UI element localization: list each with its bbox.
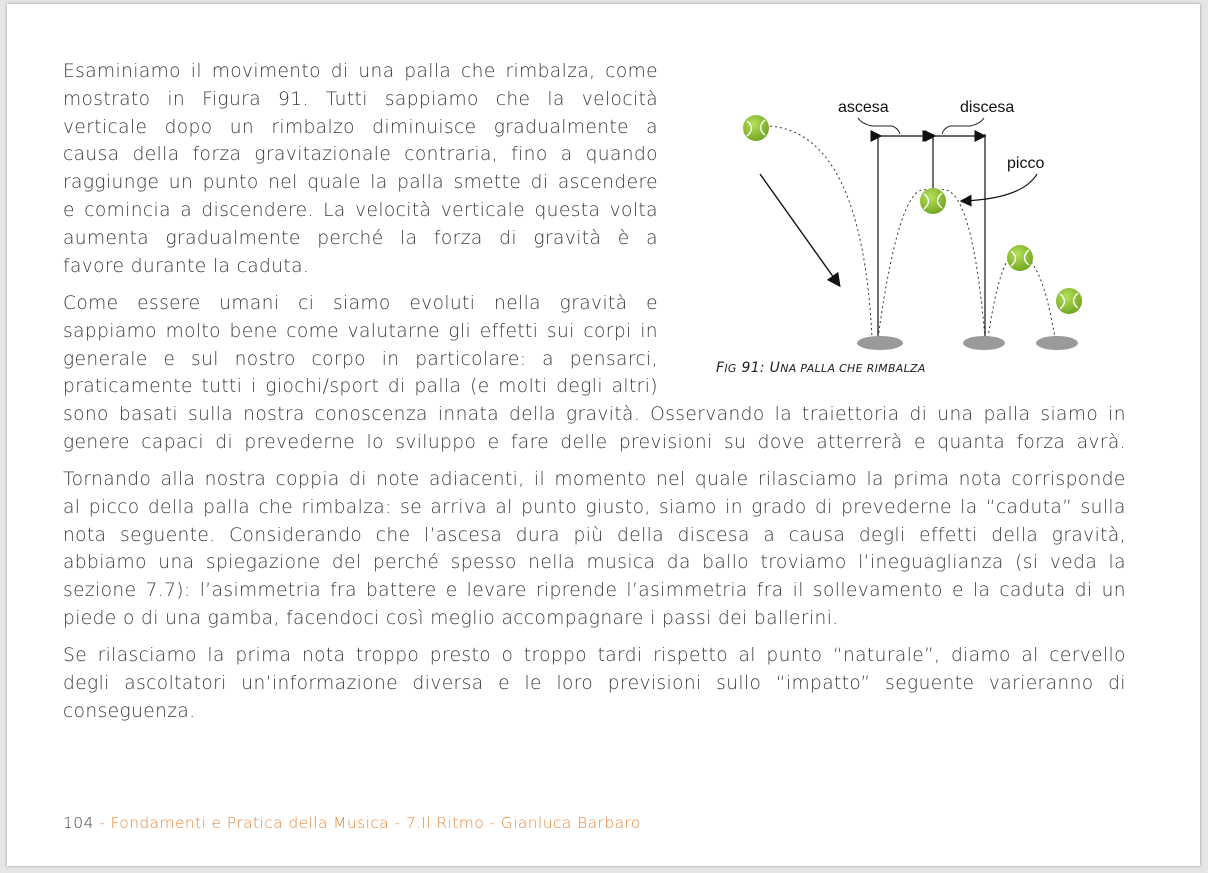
shadow-3 xyxy=(1036,336,1078,350)
word: diversa xyxy=(412,672,484,694)
word: nel xyxy=(655,469,686,490)
word: quando xyxy=(585,144,658,166)
word: “impatto” xyxy=(775,672,871,694)
word: e xyxy=(63,199,75,221)
word: da xyxy=(666,552,691,574)
word: perché xyxy=(372,552,440,574)
shadow-1 xyxy=(857,336,903,350)
word: in xyxy=(167,88,186,110)
word: i xyxy=(251,376,257,398)
word: prevederne xyxy=(841,496,952,518)
word: causa xyxy=(788,524,846,546)
word: di xyxy=(499,227,517,249)
word: più xyxy=(573,524,604,546)
picco-pointer xyxy=(962,174,1037,201)
word: corpi xyxy=(583,320,632,342)
text-line xyxy=(63,642,1126,670)
word: 91. xyxy=(277,88,309,110)
word: pensarci, xyxy=(569,348,658,370)
word: palla xyxy=(397,172,445,194)
word: gravità xyxy=(559,293,628,314)
paragraph-4 xyxy=(63,642,1126,725)
word: la xyxy=(400,227,418,249)
word: capaci xyxy=(141,431,204,453)
word: fra xyxy=(330,580,357,602)
word: adiacenti, xyxy=(428,469,525,490)
label-discesa: discesa xyxy=(960,99,1015,116)
text-line xyxy=(63,290,658,318)
trajectory-1 xyxy=(770,126,872,338)
word: Figura xyxy=(202,88,261,110)
word: siamo xyxy=(1040,404,1099,425)
word: al xyxy=(1021,645,1039,666)
word: al xyxy=(495,496,513,518)
direction-arrow xyxy=(760,174,839,285)
word: la xyxy=(866,469,884,490)
page-footer xyxy=(63,814,641,832)
word: fino xyxy=(511,144,548,166)
word: nostro xyxy=(234,348,296,370)
word: come xyxy=(286,320,339,342)
word: sulla xyxy=(1080,496,1126,518)
word: di xyxy=(814,496,833,518)
word: a xyxy=(560,144,573,166)
caption-number: 91: xyxy=(736,360,770,376)
word: l’ascesa xyxy=(424,524,503,546)
word: un xyxy=(168,172,194,194)
caption-initial: U xyxy=(769,360,781,376)
word: corrisponde xyxy=(1011,469,1126,490)
word: a xyxy=(180,199,193,221)
bouncing-ball-figure xyxy=(712,84,1132,384)
word: “caduta” xyxy=(985,496,1073,518)
word: gravitazionale xyxy=(254,144,392,166)
word: e xyxy=(163,348,176,370)
label-picco: picco xyxy=(1007,155,1045,172)
word: degli xyxy=(556,376,603,398)
word: a xyxy=(542,348,554,370)
word: picco xyxy=(88,496,140,518)
text-line xyxy=(63,401,1126,429)
page-number: 104 xyxy=(63,814,94,832)
word: caduta xyxy=(999,580,1066,602)
word: verticale xyxy=(63,116,148,138)
text-line: favore durante la caduta. xyxy=(63,255,310,277)
word: sappiamo xyxy=(63,320,157,342)
word: genere xyxy=(63,431,130,453)
word: l’asimmetria xyxy=(199,580,321,602)
word: prima xyxy=(893,469,950,490)
word: cervello xyxy=(1049,645,1126,666)
word: la xyxy=(960,496,978,518)
word: come xyxy=(605,61,658,82)
word: ascendere xyxy=(557,172,658,194)
word: del xyxy=(331,552,362,574)
word: rimbalza: xyxy=(301,496,392,518)
word: questa xyxy=(534,199,601,221)
word: movimento xyxy=(211,61,321,82)
text-line xyxy=(63,318,658,346)
page xyxy=(7,4,1200,866)
word: sullo xyxy=(716,672,762,694)
word: della xyxy=(147,496,195,518)
word: e xyxy=(445,580,458,602)
word: Tutti xyxy=(325,88,368,110)
text-line xyxy=(63,522,1126,550)
word: o xyxy=(501,645,514,666)
word: e xyxy=(498,672,510,694)
word: nostra xyxy=(204,469,267,490)
word: tardi xyxy=(597,645,643,666)
ball-4 xyxy=(1056,288,1082,314)
word: della xyxy=(132,144,180,166)
word: la xyxy=(547,88,565,110)
word: atterrerà xyxy=(816,431,903,453)
word: varieranno xyxy=(988,672,1094,694)
ball-3 xyxy=(1007,245,1033,271)
word: delle xyxy=(560,431,608,453)
word: in xyxy=(725,496,743,518)
word: gravità. xyxy=(566,404,641,425)
word: traiettoria xyxy=(802,404,900,425)
word: verticale xyxy=(440,199,526,221)
word: in xyxy=(640,320,658,342)
word: prima xyxy=(235,645,292,666)
word: evoluti xyxy=(409,293,476,314)
word: rimbalza, xyxy=(505,61,596,82)
word: fare xyxy=(510,431,550,453)
word: effetti xyxy=(919,524,978,546)
text-line xyxy=(63,670,1126,698)
word: comincia xyxy=(84,199,171,221)
word: un’informazione xyxy=(241,672,398,694)
word: giusto, xyxy=(585,496,651,518)
word: nella xyxy=(494,293,541,314)
word: palla xyxy=(203,496,251,518)
word: seguente. xyxy=(120,524,216,546)
word: troppo xyxy=(355,645,420,666)
word: punto xyxy=(521,496,578,518)
text-line xyxy=(63,373,658,401)
word: prevederne xyxy=(244,431,356,453)
word: di xyxy=(349,469,367,490)
word: Come xyxy=(63,293,119,314)
text-line xyxy=(63,429,1126,457)
text-line xyxy=(63,86,658,114)
word: gli xyxy=(448,320,472,342)
word: previsioni xyxy=(607,672,702,694)
word: giochi/sport xyxy=(265,376,380,398)
word: la xyxy=(972,580,991,602)
word: discendere. xyxy=(201,199,314,221)
word: forza xyxy=(192,144,242,166)
word: degli xyxy=(858,524,906,546)
word: una xyxy=(358,61,395,82)
word: valutarne xyxy=(347,320,440,342)
word: è xyxy=(617,227,630,249)
word: nota xyxy=(301,645,346,666)
word: riprende xyxy=(535,580,618,602)
word: (si xyxy=(1015,552,1039,574)
word: ascoltatori xyxy=(124,672,227,694)
paragraph-2-narrow xyxy=(63,290,658,401)
word: che xyxy=(258,496,294,518)
word: palla xyxy=(414,376,462,398)
word: forza xyxy=(1016,431,1066,453)
word: troviamo xyxy=(760,552,847,574)
word: palla xyxy=(404,61,452,82)
word: Considerando xyxy=(229,524,363,546)
word: e xyxy=(914,431,926,453)
word: sul xyxy=(191,348,219,370)
word: ballo xyxy=(702,552,750,574)
label-ascesa: ascesa xyxy=(838,99,889,116)
paragraph-3 xyxy=(63,466,1126,633)
word: sappiamo xyxy=(384,88,479,110)
word: nota xyxy=(958,469,1003,490)
word: su xyxy=(724,431,747,453)
word: il xyxy=(792,580,804,602)
caption-prefix-sc: IG xyxy=(724,362,737,375)
word: dove xyxy=(757,431,805,453)
word: di xyxy=(330,61,349,82)
word: Se xyxy=(63,645,88,666)
word: nel xyxy=(268,172,298,194)
word: gravità, xyxy=(1051,524,1126,546)
word: nota xyxy=(63,524,107,546)
word: di xyxy=(909,404,928,425)
word: le xyxy=(524,672,542,694)
word: nella xyxy=(528,552,576,574)
word: molto xyxy=(165,320,221,342)
word: al xyxy=(738,645,756,666)
word: in xyxy=(1108,404,1126,425)
word: e xyxy=(646,293,658,314)
word: Tornando xyxy=(63,469,152,490)
word: velocità xyxy=(355,199,432,221)
word: siamo xyxy=(332,293,391,314)
text-line xyxy=(63,466,1126,494)
word: della xyxy=(991,524,1039,546)
word: sezione xyxy=(63,580,137,602)
word: “naturale”, xyxy=(832,645,941,666)
word: sollevamento xyxy=(812,580,943,602)
text-line: piede o di una gamba, facendoci così meglio accompagnare i passi dei ballerini. xyxy=(63,607,839,629)
word: la xyxy=(774,404,793,425)
word: che xyxy=(461,61,496,82)
word: avrà. xyxy=(1076,431,1126,453)
word: il xyxy=(533,469,546,490)
word: punto xyxy=(202,172,259,194)
word: forza xyxy=(433,227,483,249)
word: palla xyxy=(983,404,1031,425)
word: diminuisce xyxy=(372,116,477,138)
word: grado xyxy=(751,496,807,518)
word: volta xyxy=(609,199,658,221)
word: generale xyxy=(63,348,148,370)
word: alla xyxy=(160,469,196,490)
word: molti xyxy=(498,376,548,398)
figure-caption xyxy=(716,360,926,376)
word: bene xyxy=(229,320,278,342)
word: rimbalzo xyxy=(271,116,355,138)
text-line xyxy=(63,346,658,374)
word: causa xyxy=(63,144,120,166)
word: momento xyxy=(554,469,647,490)
word: perché xyxy=(317,227,384,249)
word: punto xyxy=(766,645,823,666)
word: effetti xyxy=(479,320,539,342)
word: previsioni xyxy=(618,431,713,453)
word: di xyxy=(1074,580,1093,602)
word: la xyxy=(207,645,225,666)
word: della xyxy=(617,524,665,546)
word: gradualmente xyxy=(165,227,301,249)
word: basati xyxy=(118,404,178,425)
word: Osservando xyxy=(650,404,765,425)
word: innata xyxy=(437,404,500,425)
word: diamo xyxy=(950,645,1011,666)
word: 7.7): xyxy=(145,580,191,602)
word: al xyxy=(63,496,81,518)
word: discesa xyxy=(677,524,750,546)
word: il xyxy=(190,61,202,82)
word: corpo xyxy=(311,348,366,370)
word: a xyxy=(646,116,658,138)
word: abbiamo xyxy=(63,552,147,574)
running-title: - Fondamenti e Pratica della Musica - 7.Il Ritmo - Gianluca Barbaro xyxy=(93,814,641,832)
word: che xyxy=(495,88,531,110)
word: presto xyxy=(429,645,491,666)
ball-1 xyxy=(743,115,769,141)
word: smette xyxy=(453,172,522,194)
shadow-2 xyxy=(963,336,1005,350)
word: sulla xyxy=(187,404,234,425)
word: la xyxy=(370,172,388,194)
word: dura xyxy=(515,524,560,546)
word: seguente xyxy=(885,672,975,694)
word: di xyxy=(530,172,549,194)
word: loro xyxy=(556,672,594,694)
brace-ascesa xyxy=(858,118,900,134)
word: raggiunge xyxy=(63,172,160,194)
word: coppia xyxy=(275,469,340,490)
word: di xyxy=(387,376,406,398)
word: rilasciamo xyxy=(97,645,197,666)
word: in xyxy=(381,348,400,370)
word: contraria, xyxy=(404,144,499,166)
word: lo xyxy=(366,431,384,453)
word: della xyxy=(509,404,556,425)
word: quanta xyxy=(937,431,1006,453)
word: e xyxy=(487,431,500,453)
word: un xyxy=(1101,580,1126,602)
caption-text: NA PALLA CHE RIMBALZA xyxy=(780,362,926,375)
word: ci xyxy=(298,293,315,314)
word: note xyxy=(376,469,420,490)
word: degli xyxy=(63,672,110,694)
word: tutti xyxy=(201,376,243,398)
word: velocità xyxy=(581,88,658,110)
text-line xyxy=(63,114,658,142)
word: musica xyxy=(586,552,656,574)
text-line xyxy=(63,169,658,197)
text-line: conseguenza. xyxy=(63,700,196,722)
word: quale xyxy=(694,469,749,490)
word: una xyxy=(158,552,195,574)
word: arriva xyxy=(430,496,488,518)
word: gradualmente xyxy=(493,116,629,138)
word: levare xyxy=(466,580,527,602)
word: particolare: xyxy=(415,348,527,370)
word: di xyxy=(215,431,234,453)
word: aumenta xyxy=(63,227,149,249)
word: l’asimmetria xyxy=(626,580,748,602)
word: troppo xyxy=(523,645,588,666)
word: altri) xyxy=(611,376,658,398)
word: se xyxy=(400,496,423,518)
word: battere xyxy=(365,580,437,602)
word: sono xyxy=(63,404,109,425)
word: che xyxy=(375,524,411,546)
word: sui xyxy=(546,320,575,342)
word: a xyxy=(646,227,658,249)
word: la xyxy=(1108,552,1126,574)
text-line xyxy=(63,494,1126,522)
text-line xyxy=(63,197,658,225)
word: rilasciamo xyxy=(757,469,858,490)
word: sviluppo xyxy=(395,431,477,453)
word: Esaminiamo xyxy=(63,61,181,82)
word: quale xyxy=(307,172,361,194)
text-line xyxy=(63,225,658,253)
word: conoscenza xyxy=(314,404,428,425)
word: spesso xyxy=(450,552,517,574)
text-line xyxy=(63,577,1126,605)
paragraph-2-wide xyxy=(63,401,1126,457)
word: gravità xyxy=(533,227,602,249)
word: e xyxy=(952,580,964,602)
word: rispetto xyxy=(653,645,728,666)
brace-discesa xyxy=(942,118,984,134)
word: umani xyxy=(219,293,280,314)
word: siamo xyxy=(659,496,717,518)
ball-2-peak xyxy=(920,188,946,214)
word: La xyxy=(323,199,346,221)
text-line xyxy=(63,141,658,169)
paragraph-1 xyxy=(63,58,658,280)
word: una xyxy=(937,404,974,425)
caption-prefix: F xyxy=(716,360,725,376)
word: spiegazione xyxy=(205,552,321,574)
word: (e xyxy=(470,376,490,398)
word: veda xyxy=(1049,552,1098,574)
text-line xyxy=(63,549,1126,577)
word: essere xyxy=(137,293,201,314)
word: praticamente xyxy=(63,376,193,398)
word: a xyxy=(763,524,776,546)
word: nostra xyxy=(243,404,305,425)
word: mostrato xyxy=(63,88,151,110)
word: un xyxy=(229,116,255,138)
word: dopo xyxy=(164,116,213,138)
word: di xyxy=(1108,672,1126,694)
word: l’ineguaglianza xyxy=(858,552,1004,574)
text-line xyxy=(63,58,658,86)
word: fra xyxy=(756,580,784,602)
